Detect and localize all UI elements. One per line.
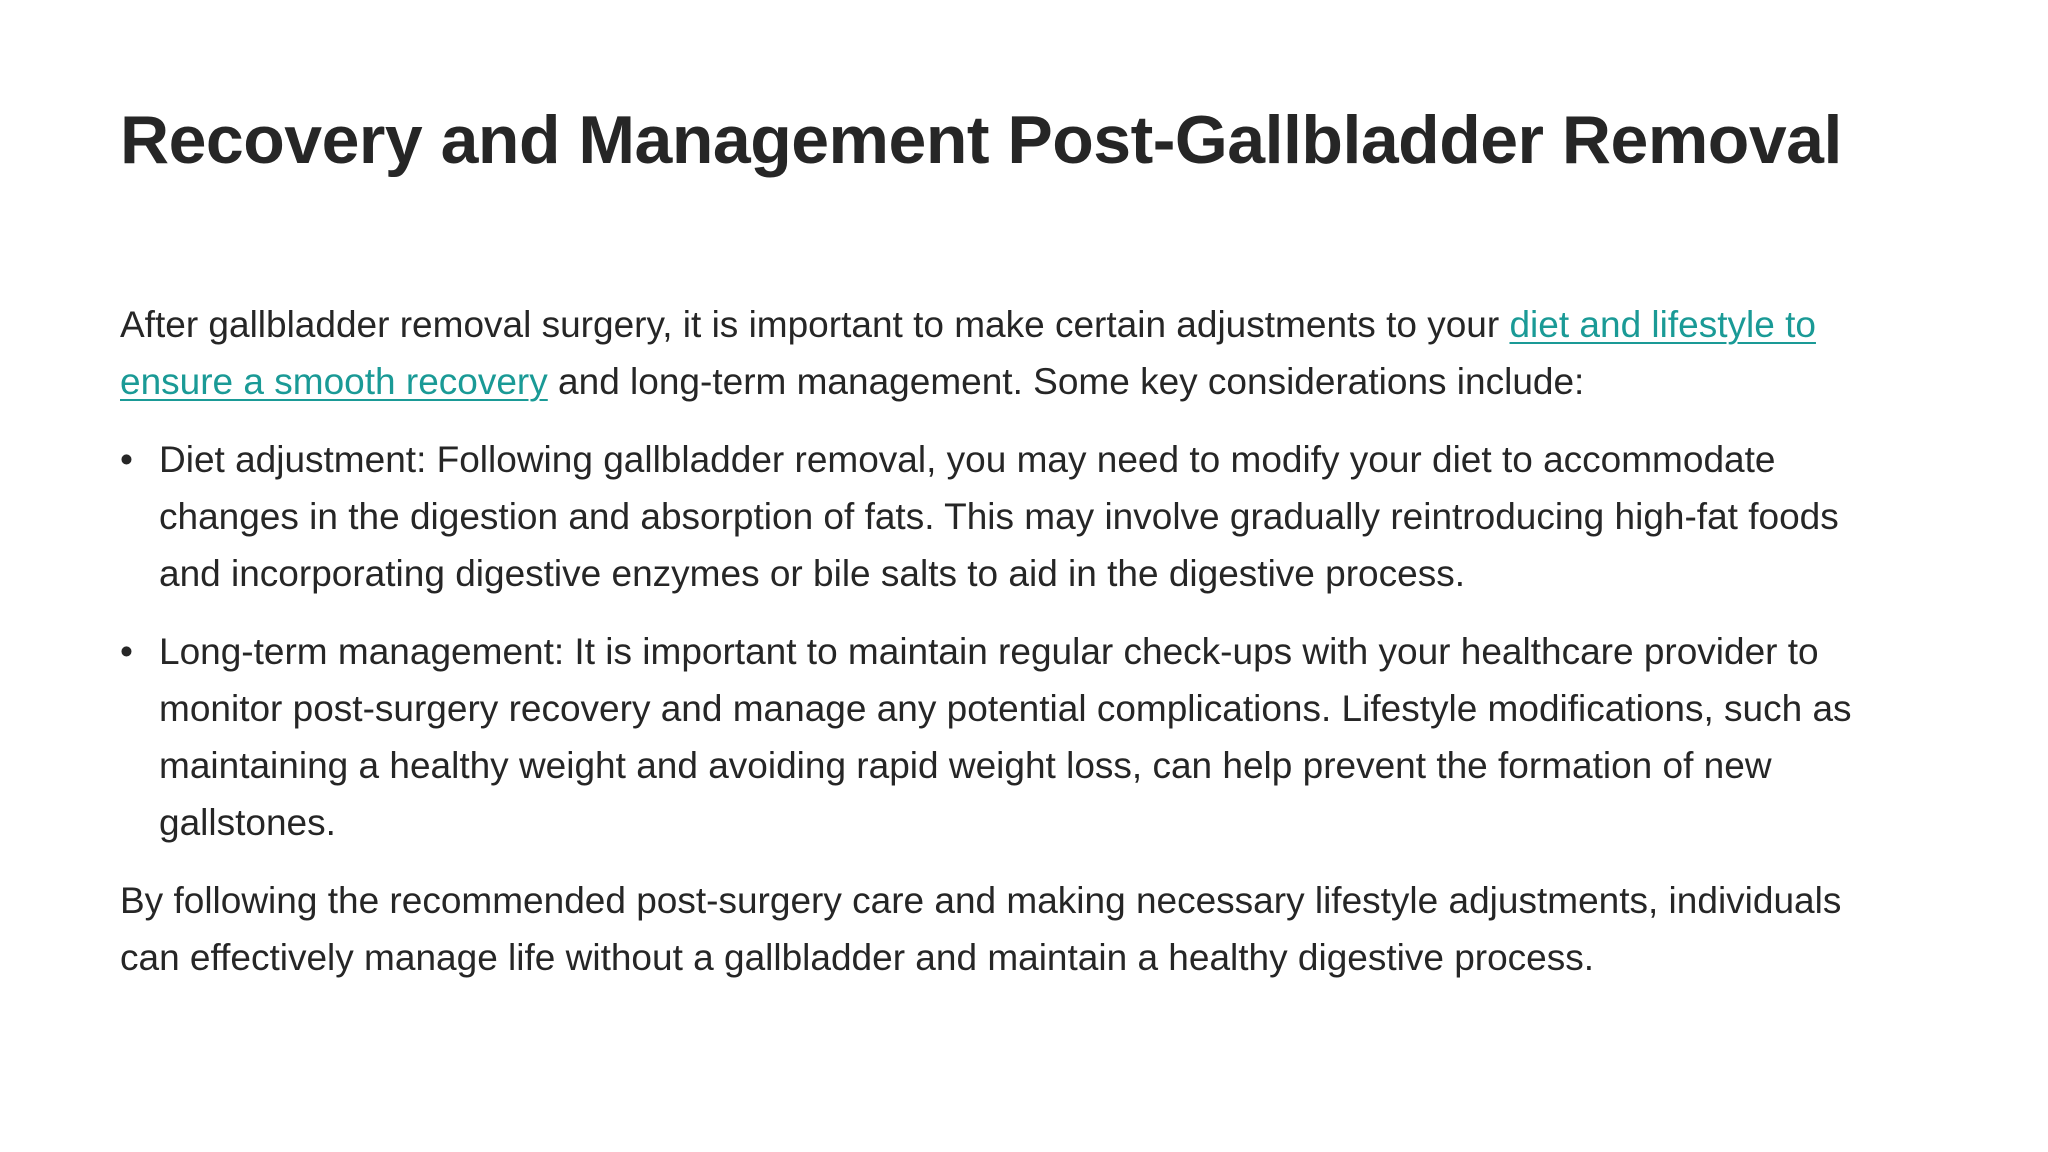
list-item-text: Diet adjustment: Following gallbladder removal, you may need to modify your diet to accommodate changes in the digestion and absorption of fats. This may involve gradually reintroducing high-fat foods and incorporating digestive enzymes or bile salts to aid in the digestive process. [159,439,1839,594]
bullet-marker: • [120,631,133,672]
intro-text-before-link: After gallbladder removal surgery, it is important to make certain adjustments to your [120,304,1510,345]
diet-lifestyle-link[interactable]: diet and lifestyle to ensure a smooth recovery [120,304,1816,402]
slide-title: Recovery and Management Post-Gallbladder Removal [120,102,1842,178]
intro-paragraph [120,296,1910,410]
list-item-diet-adjustment [120,431,1910,602]
considerations-list [120,431,1910,851]
list-item-text: Long-term management: It is important to maintain regular check-ups with your healthcare provider to monitor post-surgery recovery and manage any potential complications. Lifestyle modifications, such as maintaining a healthy weight and avoiding rapid weight loss, can help prevent the formation of new gallstones. [159,631,1852,843]
slide-body [120,296,1910,1007]
list-item-long-term-management [120,623,1910,851]
intro-text-after-link: and long-term management. Some key considerations include: [547,361,1585,402]
bullet-marker: • [120,439,133,480]
conclusion-paragraph: By following the recommended post-surgery care and making necessary lifestyle adjustments, individuals can effectively manage life without a gallbladder and maintain a healthy digestive process. [120,880,1842,978]
